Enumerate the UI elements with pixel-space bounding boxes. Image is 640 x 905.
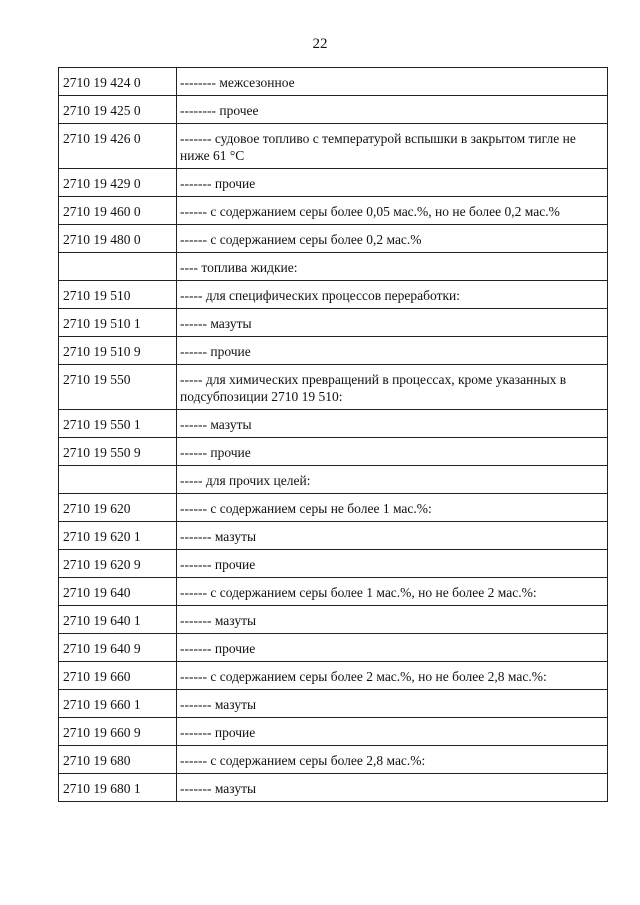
row-description: ------ с содержанием серы более 2,8 мас.%: bbox=[177, 746, 608, 774]
row-description: ----- для специфических процессов переработки: bbox=[177, 281, 608, 309]
row-code: 2710 19 510 9 bbox=[59, 337, 177, 365]
row-code: 2710 19 620 bbox=[59, 494, 177, 522]
row-code bbox=[59, 253, 177, 281]
row-code: 2710 19 660 9 bbox=[59, 718, 177, 746]
row-description: ------ прочие bbox=[177, 438, 608, 466]
row-description: ------- прочие bbox=[177, 550, 608, 578]
row-description: ------ с содержанием серы более 1 мас.%, но не более 2 мас.%: bbox=[177, 578, 608, 606]
row-code bbox=[59, 466, 177, 494]
row-description: ------ с содержанием серы не более 1 мас.%: bbox=[177, 494, 608, 522]
table-row bbox=[59, 365, 608, 410]
table-row bbox=[59, 281, 608, 309]
row-code: 2710 19 550 9 bbox=[59, 438, 177, 466]
row-code: 2710 19 480 0 bbox=[59, 225, 177, 253]
table-row bbox=[59, 662, 608, 690]
row-code: 2710 19 429 0 bbox=[59, 169, 177, 197]
table-row bbox=[59, 169, 608, 197]
row-code: 2710 19 660 1 bbox=[59, 690, 177, 718]
table-row bbox=[59, 522, 608, 550]
row-code: 2710 19 640 1 bbox=[59, 606, 177, 634]
row-description: ----- для прочих целей: bbox=[177, 466, 608, 494]
row-description: ------ прочие bbox=[177, 337, 608, 365]
row-code: 2710 19 426 0 bbox=[59, 124, 177, 169]
row-description: ------- мазуты bbox=[177, 522, 608, 550]
row-code: 2710 19 660 bbox=[59, 662, 177, 690]
row-description: ------- мазуты bbox=[177, 774, 608, 802]
table-row bbox=[59, 606, 608, 634]
row-code: 2710 19 550 bbox=[59, 365, 177, 410]
table-row bbox=[59, 578, 608, 606]
table-row bbox=[59, 550, 608, 578]
page-number: 22 bbox=[312, 36, 328, 52]
row-code: 2710 19 550 1 bbox=[59, 410, 177, 438]
row-description: ------- судовое топливо с температурой вспышки в закрытом тигле не ниже 61 °С bbox=[177, 124, 608, 169]
table-row bbox=[59, 718, 608, 746]
row-description: ------ мазуты bbox=[177, 309, 608, 337]
table-row bbox=[59, 410, 608, 438]
row-code: 2710 19 510 1 bbox=[59, 309, 177, 337]
row-code: 2710 19 620 1 bbox=[59, 522, 177, 550]
row-code: 2710 19 460 0 bbox=[59, 197, 177, 225]
table-row bbox=[59, 746, 608, 774]
table-row bbox=[59, 309, 608, 337]
table-row bbox=[59, 225, 608, 253]
table-row bbox=[59, 466, 608, 494]
row-description: ------- прочие bbox=[177, 169, 608, 197]
row-code: 2710 19 425 0 bbox=[59, 96, 177, 124]
tariff-table bbox=[58, 67, 608, 802]
row-description: ----- для химических превращений в процессах, кроме указанных в подсубпозиции 2710 19 510: bbox=[177, 365, 608, 410]
row-description: ------- мазуты bbox=[177, 606, 608, 634]
row-code: 2710 19 510 bbox=[59, 281, 177, 309]
table-row bbox=[59, 494, 608, 522]
row-description: ------- прочие bbox=[177, 634, 608, 662]
table-row bbox=[59, 774, 608, 802]
row-description: -------- прочее bbox=[177, 96, 608, 124]
row-description: ------- прочие bbox=[177, 718, 608, 746]
row-code: 2710 19 640 bbox=[59, 578, 177, 606]
row-description: ------ с содержанием серы более 0,2 мас.% bbox=[177, 225, 608, 253]
row-description: ------ с содержанием серы более 2 мас.%, но не более 2,8 мас.%: bbox=[177, 662, 608, 690]
table-row bbox=[59, 96, 608, 124]
table-row bbox=[59, 253, 608, 281]
row-description: ------ с содержанием серы более 0,05 мас.%, но не более 0,2 мас.% bbox=[177, 197, 608, 225]
table-row bbox=[59, 337, 608, 365]
row-code: 2710 19 680 1 bbox=[59, 774, 177, 802]
row-description: ------ мазуты bbox=[177, 410, 608, 438]
table-row bbox=[59, 124, 608, 169]
table-row bbox=[59, 197, 608, 225]
row-code: 2710 19 620 9 bbox=[59, 550, 177, 578]
row-code: 2710 19 640 9 bbox=[59, 634, 177, 662]
table-row bbox=[59, 690, 608, 718]
table-row bbox=[59, 634, 608, 662]
row-code: 2710 19 680 bbox=[59, 746, 177, 774]
tariff-table-body bbox=[59, 68, 608, 802]
table-row bbox=[59, 68, 608, 96]
row-description: -------- межсезонное bbox=[177, 68, 608, 96]
row-code: 2710 19 424 0 bbox=[59, 68, 177, 96]
row-description: ------- мазуты bbox=[177, 690, 608, 718]
table-row bbox=[59, 438, 608, 466]
row-description: ---- топлива жидкие: bbox=[177, 253, 608, 281]
